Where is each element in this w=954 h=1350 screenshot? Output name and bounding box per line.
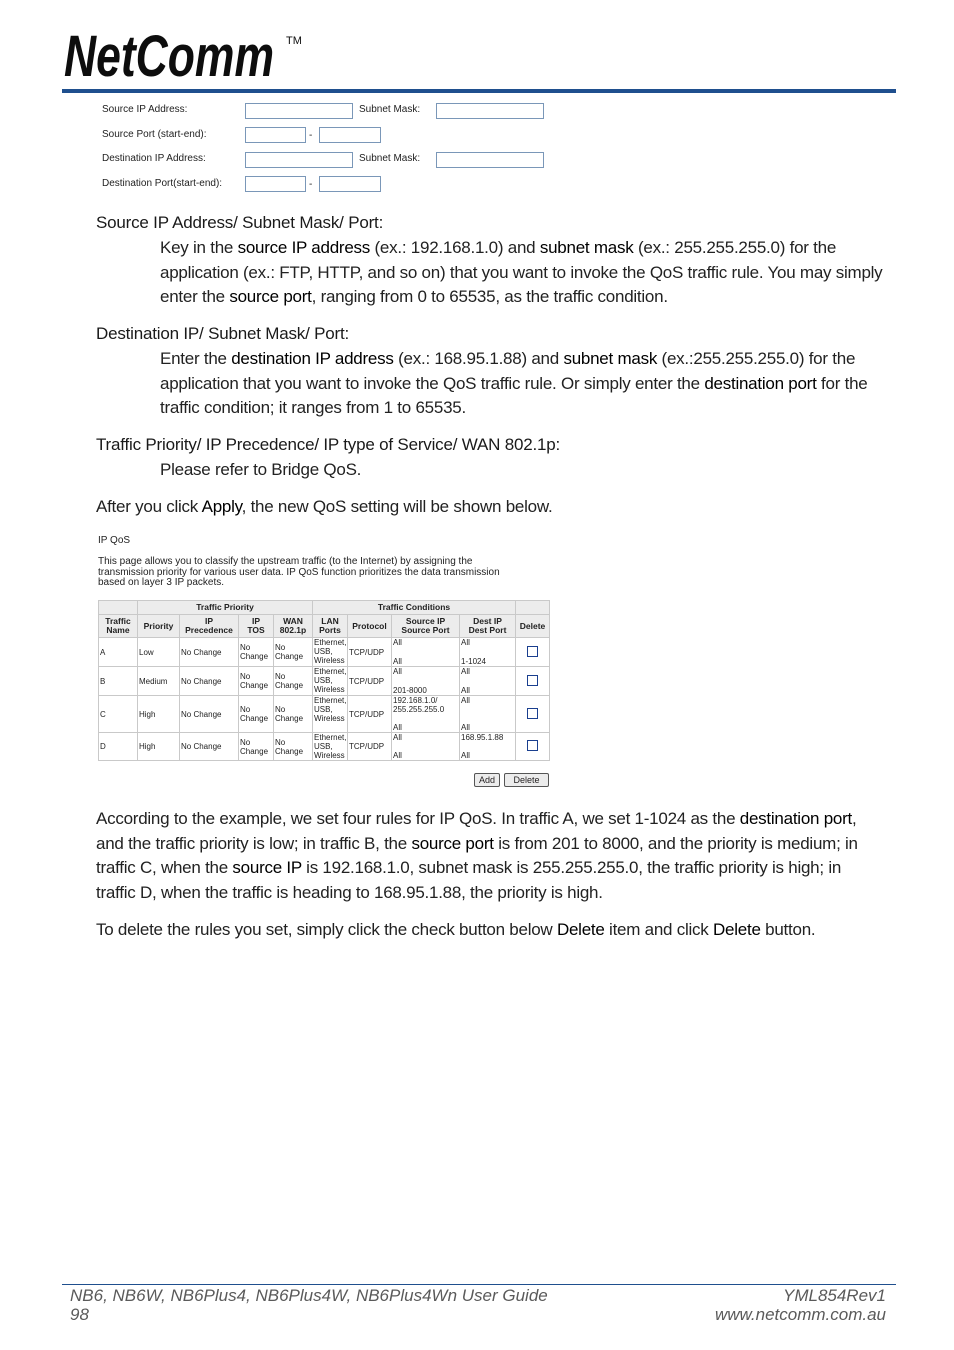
subnet-mask-label: Subnet Mask: bbox=[359, 104, 421, 115]
dest-ip-input[interactable] bbox=[245, 152, 353, 168]
dest-port-start-input[interactable] bbox=[245, 176, 306, 192]
cell-ip-precedence: No Change bbox=[180, 696, 239, 733]
section-body-destination: Enter the destination IP address (ex.: 168.95.1.88) and subnet mask (ex.:255.255.255.0) for the application that you want to invoke the QoS traffic rule. Or simply enter the destination port for the traffic condition; it ranges from 1 to 65535. bbox=[160, 349, 868, 417]
footer-url: www.netcomm.com.au bbox=[715, 1305, 886, 1324]
column-header-ip-precedence: IP Precedence bbox=[180, 615, 239, 638]
cell-protocol: TCP/UDP bbox=[348, 733, 392, 761]
cell-lan-ports: Ethernet, USB, Wireless bbox=[314, 733, 347, 760]
table-row bbox=[99, 733, 550, 761]
column-header-lan-ports: LAN Ports bbox=[313, 615, 348, 638]
range-separator: - bbox=[309, 179, 313, 190]
trademark-mark: TM bbox=[286, 35, 302, 47]
column-header-delete: Delete bbox=[516, 615, 550, 638]
netcomm-logo bbox=[62, 24, 302, 86]
section-body-priority: Please refer to Bridge QoS. bbox=[160, 460, 362, 479]
dest-port-end-input[interactable] bbox=[319, 176, 381, 192]
subnet-mask-input[interactable] bbox=[436, 103, 544, 119]
cell-lan-ports: Ethernet, USB, Wireless bbox=[314, 638, 347, 665]
cell-traffic-name: C bbox=[99, 696, 138, 733]
cell-ip-tos: No Change bbox=[239, 667, 274, 696]
dest-subnet-input[interactable] bbox=[436, 152, 544, 168]
source-ip-input[interactable] bbox=[245, 103, 353, 119]
delete-checkbox[interactable] bbox=[527, 646, 538, 657]
table-row bbox=[99, 638, 550, 667]
cell-source: All 201-8000 bbox=[392, 667, 460, 696]
delete-checkbox[interactable] bbox=[527, 708, 538, 719]
source-ip-label: Source IP Address: bbox=[102, 104, 188, 115]
cell-priority: Medium bbox=[138, 667, 180, 696]
cell-ip-precedence: No Change bbox=[180, 638, 239, 667]
cell-priority: High bbox=[138, 733, 180, 761]
qos-page-title: IP QoS bbox=[98, 535, 131, 546]
cell-delete bbox=[516, 733, 550, 761]
example-paragraph: According to the example, we set four rules for IP QoS. In traffic A, we set 1-1024 as the destination port, and the traffic priority is low; in traffic B, the source port is from 201 to 8000, and the priority is medium; in traffic C, when the source IP is 192.168.1.0, subnet mask is 255.255.255.0, the traffic priority is high; in traffic D, when the traffic is heading to 168.95.1.88, the priority is high. bbox=[96, 809, 858, 902]
column-header-traffic-name: Traffic Name bbox=[99, 615, 138, 638]
cell-dest: All All bbox=[460, 667, 516, 696]
cell-protocol: TCP/UDP bbox=[348, 667, 392, 696]
column-header-protocol: Protocol bbox=[348, 615, 392, 638]
cell-source: 192.168.1.0/ 255.255.255.0 All bbox=[392, 696, 460, 733]
cell-wan-8021p: No Change bbox=[274, 696, 313, 733]
cell-dest: 168.95.1.88 All bbox=[460, 733, 516, 761]
cell-priority: High bbox=[138, 696, 180, 733]
dest-ip-label: Destination IP Address: bbox=[102, 153, 206, 164]
cell-source: All All bbox=[392, 638, 460, 667]
delete-instructions: To delete the rules you set, simply click the check button below Delete item and click Delete button. bbox=[96, 920, 816, 939]
cell-traffic-name: A bbox=[99, 638, 138, 667]
after-apply-text: After you click Apply, the new QoS setting will be shown below. bbox=[96, 497, 553, 516]
header-rule bbox=[62, 89, 896, 93]
column-header-source: Source IP Source Port bbox=[392, 615, 460, 638]
cell-delete bbox=[516, 638, 550, 667]
section-heading-priority: Traffic Priority/ IP Precedence/ IP type of Service/ WAN 802.1p: bbox=[96, 435, 561, 454]
cell-wan-8021p: No Change bbox=[274, 638, 313, 667]
qos-description: This page allows you to classify the upstream traffic (to the Internet) by assigning the transmission priority for various user data. IP QoS function prioritizes the data transmission based on layer 3 IP packets. bbox=[98, 556, 500, 588]
source-port-label: Source Port (start-end): bbox=[102, 129, 207, 140]
cell-ip-precedence: No Change bbox=[180, 733, 239, 761]
column-header-dest: Dest IP Dest Port bbox=[460, 615, 516, 638]
cell-ip-precedence: No Change bbox=[180, 667, 239, 696]
cell-wan-8021p: No Change bbox=[274, 667, 313, 696]
cell-traffic-name: D bbox=[99, 733, 138, 761]
footer-revision: YML854Rev1 bbox=[782, 1286, 886, 1305]
column-header-wan-8021p: WAN 802.1p bbox=[274, 615, 313, 638]
cell-ip-tos: No Change bbox=[239, 696, 274, 733]
cell-lan-ports: Ethernet, USB, Wireless bbox=[314, 667, 347, 694]
source-port-start-input[interactable] bbox=[245, 127, 306, 143]
section-body-source: Key in the source IP address (ex.: 192.168.1.0) and subnet mask (ex.: 255.255.255.0) for the application (ex.: FTP, HTTP, and so on) that you want to invoke the QoS traffic rule. You may simply enter the source port, ranging from 0 to 65535, as the traffic condition. bbox=[160, 238, 883, 306]
cell-ip-tos: No Change bbox=[239, 638, 274, 667]
footer-guide-title: NB6, NB6W, NB6Plus4, NB6Plus4W, NB6Plus4Wn User Guide bbox=[70, 1286, 548, 1305]
column-header-ip-tos: IP TOS bbox=[239, 615, 274, 638]
cell-source: All All bbox=[392, 733, 460, 761]
table-row bbox=[99, 667, 550, 696]
cell-lan-ports: Ethernet, USB, Wireless bbox=[313, 696, 348, 733]
cell-protocol: TCP/UDP bbox=[348, 696, 392, 733]
cell-dest: All All bbox=[460, 696, 516, 733]
table-row bbox=[99, 696, 550, 733]
footer-rule bbox=[62, 1284, 896, 1285]
cell-ip-tos: No Change bbox=[239, 733, 274, 761]
group-header-priority: Traffic Priority bbox=[138, 601, 313, 615]
qos-rules-table bbox=[98, 600, 550, 761]
delete-checkbox[interactable] bbox=[527, 675, 538, 686]
dest-port-label: Destination Port(start-end): bbox=[102, 178, 223, 189]
dest-subnet-label: Subnet Mask: bbox=[359, 153, 421, 164]
section-heading-source: Source IP Address/ Subnet Mask/ Port: bbox=[96, 213, 384, 232]
cell-delete bbox=[516, 667, 550, 696]
cell-dest: All 1-1024 bbox=[460, 638, 516, 667]
cell-delete bbox=[516, 696, 550, 733]
delete-button[interactable]: Delete bbox=[504, 773, 549, 787]
delete-checkbox[interactable] bbox=[527, 740, 538, 751]
group-header-conditions: Traffic Conditions bbox=[313, 601, 516, 615]
logo-text: NetComm bbox=[64, 24, 274, 86]
cell-protocol: TCP/UDP bbox=[348, 638, 392, 667]
footer-page-number: 98 bbox=[70, 1305, 89, 1324]
add-button[interactable]: Add bbox=[474, 773, 500, 787]
table-header-blank bbox=[516, 601, 550, 615]
cell-priority: Low bbox=[138, 638, 180, 667]
cell-traffic-name: B bbox=[99, 667, 138, 696]
cell-wan-8021p: No Change bbox=[274, 733, 313, 761]
column-header-priority: Priority bbox=[138, 615, 180, 638]
table-header-blank bbox=[99, 601, 138, 615]
range-separator: - bbox=[309, 130, 313, 141]
source-port-end-input[interactable] bbox=[319, 127, 381, 143]
section-heading-destination: Destination IP/ Subnet Mask/ Port: bbox=[96, 324, 350, 343]
